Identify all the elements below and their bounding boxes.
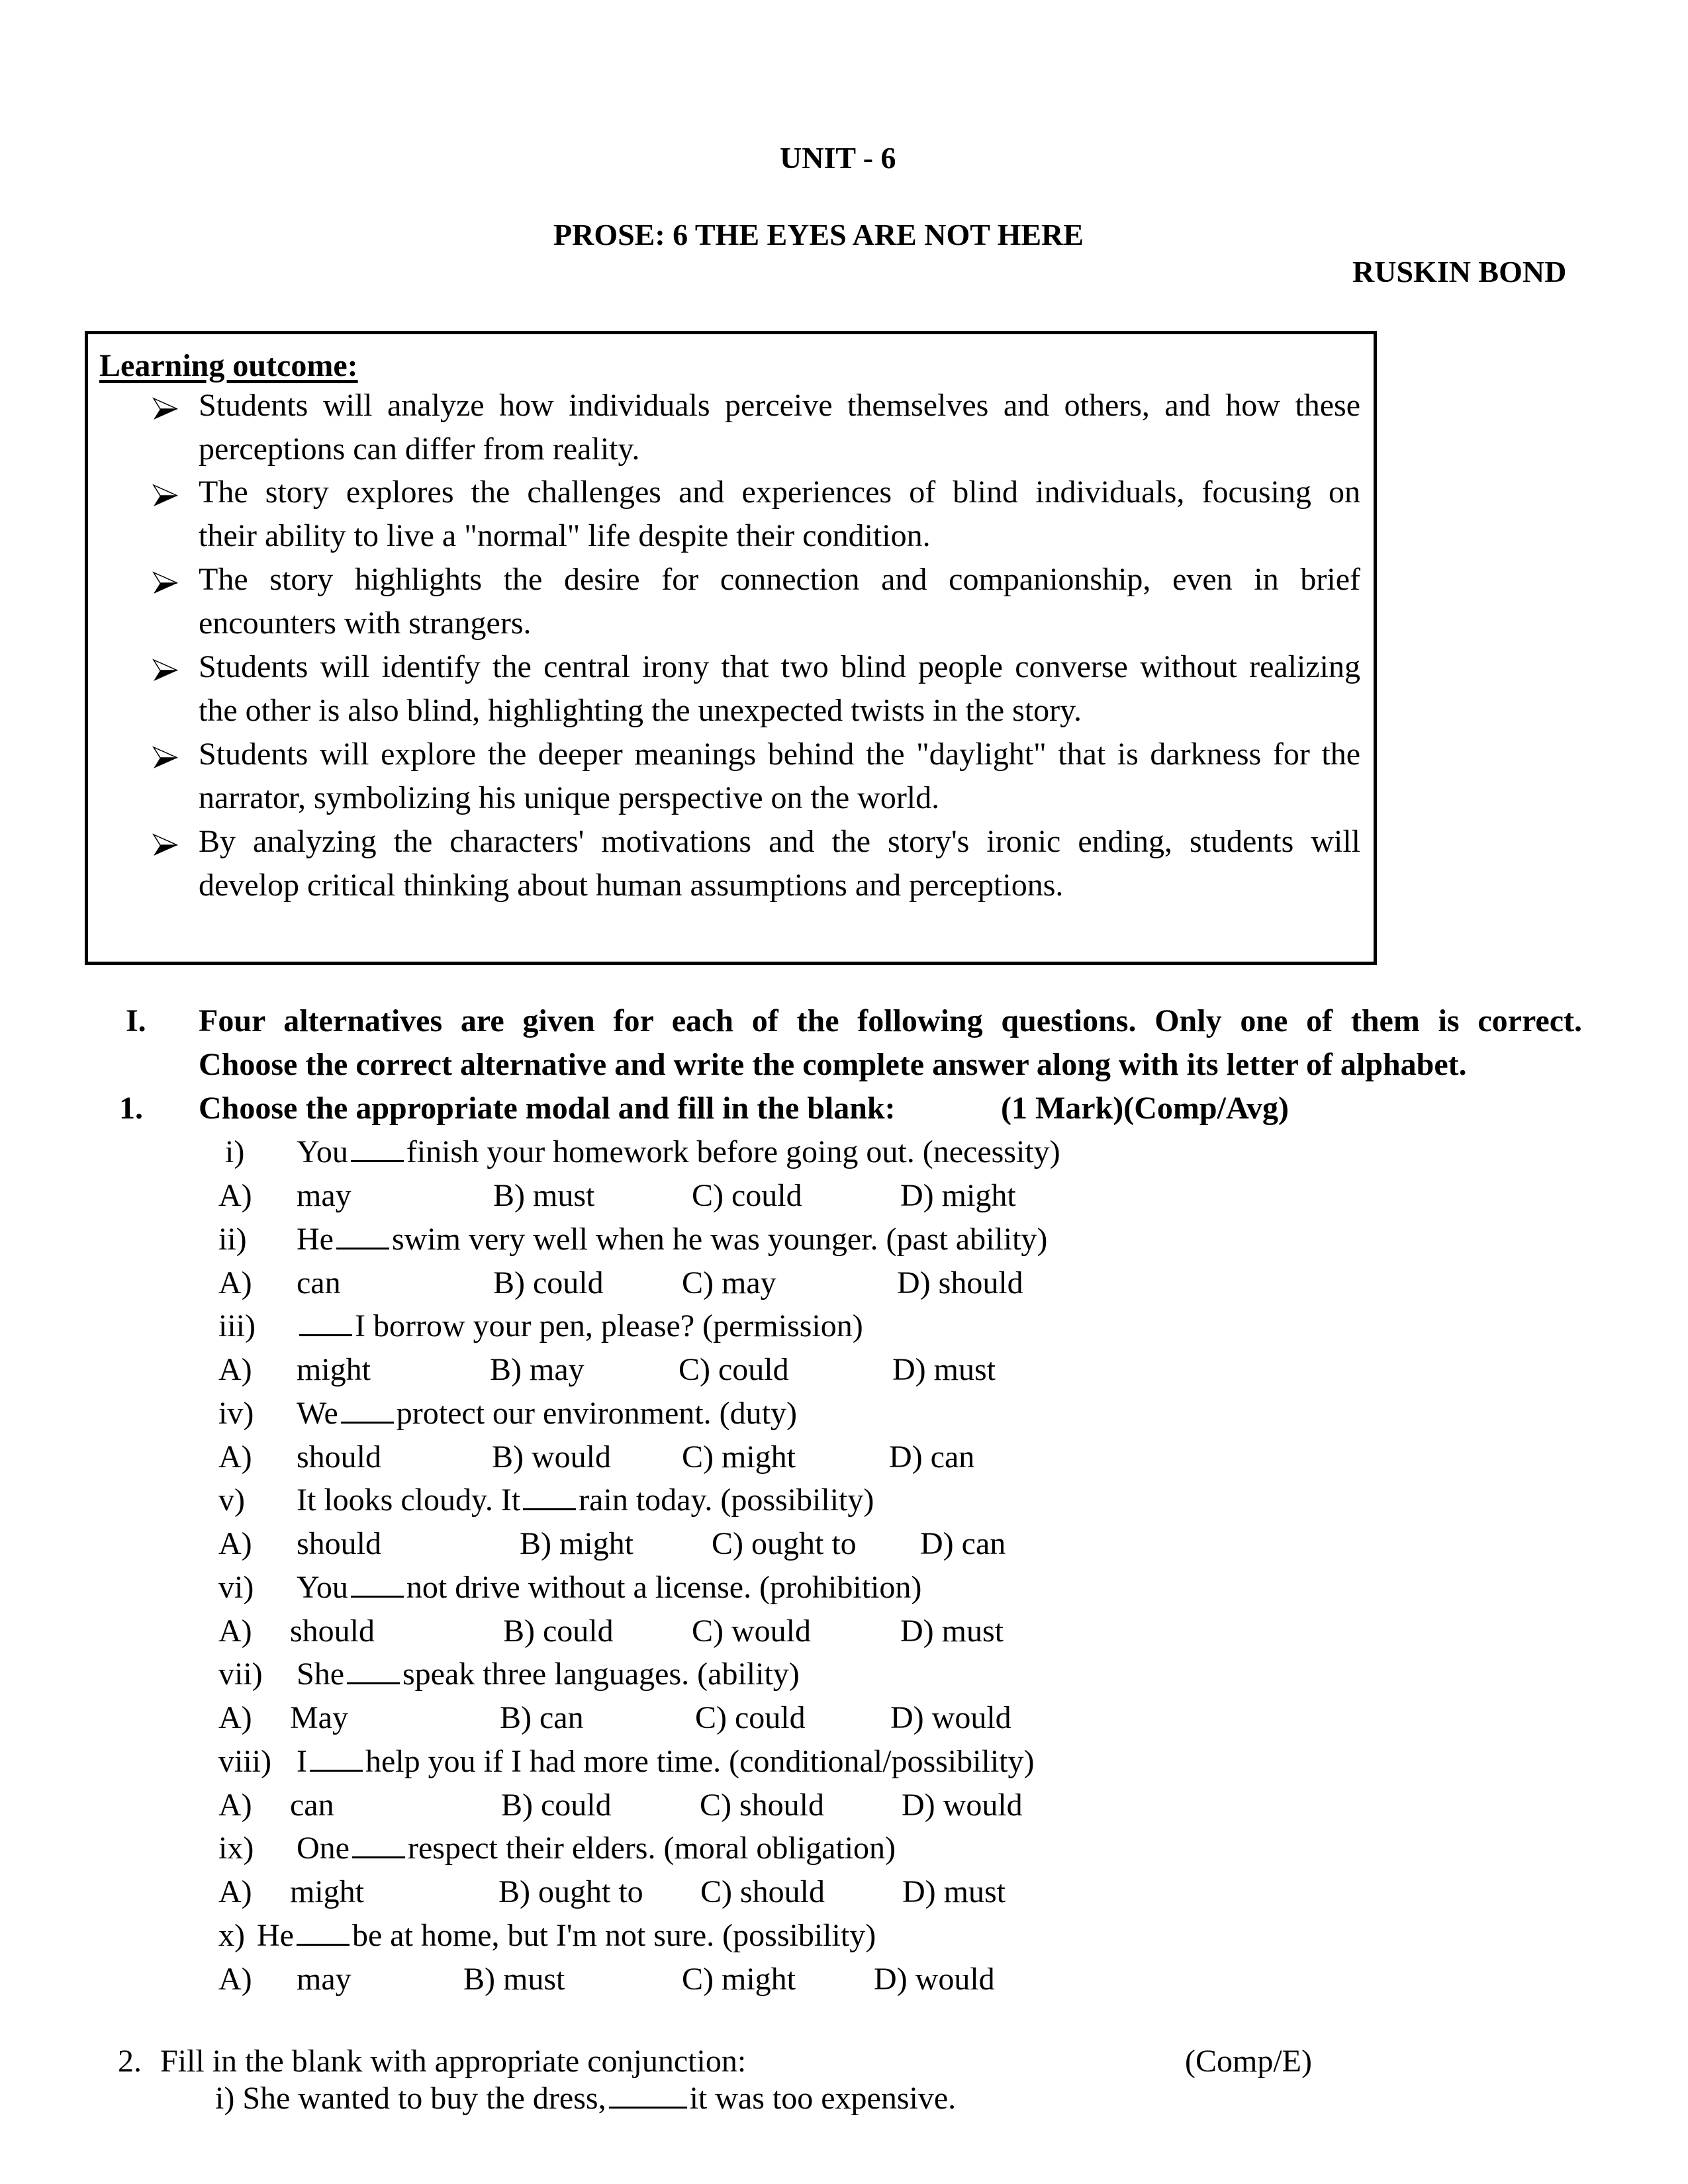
question-item-stem (218, 1830, 896, 1866)
option-a-label[interactable]: A) (218, 1700, 252, 1735)
option-b[interactable]: B) ought to (498, 1874, 643, 1909)
arrowhead-bullet-icon (152, 827, 179, 853)
option-a-label[interactable]: A) (218, 1874, 252, 1909)
option-c[interactable]: C) ought to (712, 1526, 857, 1561)
learning-outcome-line2: the other is also blind, highlighting the unexpected twists in the story. (199, 693, 1082, 728)
answer-blank[interactable] (336, 1221, 389, 1250)
option-b[interactable]: B) may (490, 1352, 585, 1387)
lesson-title: PROSE: 6 THE EYES ARE NOT HERE (553, 218, 1084, 251)
question-item-after: rain today. (possibility) (579, 1482, 874, 1518)
question-2-item-before: She wanted to buy the dress, (242, 2081, 606, 2116)
question-item-roman: iv) (218, 1396, 254, 1431)
question-item-stem (218, 1656, 800, 1692)
answer-blank[interactable] (523, 1482, 576, 1510)
learning-outcome-line1: By analyzing the characters' motivations and the story's ironic ending, students will (199, 824, 1360, 859)
question-2-prompt: Fill in the blank with appropriate conjunction: (160, 2044, 747, 2079)
section-number: I. (126, 1003, 146, 1038)
learning-outcome-line2: perceptions can differ from reality. (199, 432, 640, 467)
question-item-after: swim very well when he was younger. (past ability) (391, 1222, 1048, 1257)
question-item-before: He (257, 1918, 294, 1953)
question-item-roman: iii) (218, 1308, 256, 1343)
question-item-after: speak three languages. (ability) (402, 1657, 800, 1692)
question-item-roman: x) (218, 1918, 245, 1953)
option-a-label[interactable]: A) (218, 1439, 252, 1475)
section-instruction-line2: Choose the correct alternative and write the complete answer along with its letter of alphabet. (199, 1047, 1467, 1082)
answer-blank[interactable] (351, 1134, 404, 1162)
option-c[interactable]: C) could (695, 1700, 806, 1735)
option-c[interactable]: C) may (682, 1265, 776, 1300)
answer-blank[interactable] (609, 2080, 687, 2109)
question-item-after: respect their elders. (moral obligation) (407, 1831, 896, 1866)
option-c[interactable]: C) should (700, 1788, 825, 1823)
option-a-label[interactable]: A) (218, 1614, 252, 1649)
question-item-roman: v) (218, 1482, 245, 1518)
question-item-before: You (297, 1134, 348, 1169)
option-a-label[interactable]: A) (218, 1265, 252, 1300)
option-a[interactable]: might (297, 1352, 371, 1387)
answer-blank[interactable] (310, 1743, 363, 1772)
section-instruction-line1: Four alternatives are given for each of the following questions. Only one of them is correct. (199, 1003, 1582, 1038)
arrowhead-bullet-icon (152, 565, 179, 591)
question-item-before: One (297, 1831, 350, 1866)
option-a-label[interactable]: A) (218, 1526, 252, 1561)
question-item-roman: i) (225, 1134, 245, 1169)
learning-outcome-line2: narrator, symbolizing his unique perspective on the world. (199, 780, 940, 815)
question-item-after: finish your homework before going out. (necessity) (406, 1134, 1060, 1169)
option-d[interactable]: D) must (892, 1352, 996, 1387)
learning-outcome-line1: Students will analyze how individuals perceive themselves and others, and how these (199, 388, 1360, 423)
question-2-item-roman: i) (215, 2081, 235, 2116)
question-item-stem (218, 1917, 876, 1954)
learning-outcome-line2: encounters with strangers. (199, 606, 532, 641)
option-a-label[interactable]: A) (218, 1788, 252, 1823)
option-d[interactable]: D) would (902, 1788, 1023, 1823)
learning-outcome-line1: The story explores the challenges and experiences of blind individuals, focusing on (199, 475, 1360, 510)
option-b[interactable]: B) would (492, 1439, 611, 1475)
question-1-number: 1. (119, 1091, 143, 1126)
question-item-before: He (297, 1222, 334, 1257)
arrowhead-bullet-icon (152, 390, 179, 417)
option-a-label[interactable]: A) (218, 1352, 252, 1387)
option-d[interactable]: D) must (900, 1614, 1004, 1649)
option-c[interactable]: C) should (700, 1874, 825, 1909)
question-item-after: protect our environment. (duty) (396, 1396, 797, 1431)
unit-heading: UNIT - 6 (780, 141, 896, 175)
answer-blank[interactable] (297, 1917, 350, 1946)
option-d[interactable]: D) should (897, 1265, 1023, 1300)
question-2-item-after: it was too expensive. (689, 2081, 957, 2116)
option-a[interactable]: should (297, 1526, 382, 1561)
learning-outcome-line1: Students will identify the central irony that two blind people converse without realizing (199, 649, 1360, 684)
question-item-after: be at home, but I'm not sure. (possibility) (352, 1918, 876, 1953)
question-item-before: You (297, 1570, 348, 1605)
option-a-label[interactable]: A) (218, 1178, 252, 1213)
question-1-prompt: Choose the appropriate modal and fill in the blank: (199, 1091, 896, 1126)
option-b[interactable]: B) might (520, 1526, 634, 1561)
question-2-marks: (Comp/E) (1185, 2044, 1312, 2079)
question-item-stem (225, 1134, 1060, 1170)
question-item-roman: ii) (218, 1222, 247, 1257)
option-a[interactable]: can (290, 1788, 334, 1823)
question-item-roman: vi) (218, 1570, 254, 1605)
option-d[interactable]: D) can (920, 1526, 1006, 1561)
option-d[interactable]: D) must (902, 1874, 1006, 1909)
question-2-item (215, 2080, 956, 2116)
option-b[interactable]: B) could (503, 1614, 614, 1649)
question-item-roman: ix) (218, 1831, 254, 1866)
question-item-stem (218, 1395, 797, 1432)
question-item-after: not drive without a license. (prohibition) (406, 1570, 922, 1605)
answer-blank[interactable] (341, 1395, 394, 1424)
arrowhead-bullet-icon (152, 652, 179, 678)
answer-blank[interactable] (352, 1830, 405, 1858)
question-item-before: We (297, 1396, 338, 1431)
question-2-number: 2. (118, 2044, 142, 2079)
option-b[interactable]: B) can (500, 1700, 584, 1735)
question-item-roman: viii) (218, 1744, 271, 1779)
question-item-roman: vii) (218, 1657, 263, 1692)
question-item-stem (218, 1569, 922, 1606)
question-item-after: help you if I had more time. (conditional/possibility) (365, 1744, 1035, 1779)
option-d[interactable]: D) might (900, 1178, 1016, 1213)
option-a[interactable]: should (297, 1439, 382, 1475)
answer-blank[interactable] (351, 1569, 404, 1598)
option-a[interactable]: can (297, 1265, 341, 1300)
option-a[interactable]: may (297, 1962, 352, 1997)
question-item-before: She (297, 1657, 344, 1692)
arrowhead-bullet-icon (152, 477, 179, 504)
option-a[interactable]: might (290, 1874, 365, 1909)
question-item-stem (218, 1482, 874, 1518)
option-d[interactable]: D) would (890, 1700, 1011, 1735)
option-c[interactable]: C) might (682, 1439, 796, 1475)
learning-outcome-line1: The story highlights the desire for connection and companionship, even in brief (199, 562, 1360, 597)
answer-blank[interactable] (299, 1308, 352, 1336)
option-a[interactable]: may (297, 1178, 352, 1213)
question-item-stem (218, 1308, 863, 1344)
option-c[interactable]: C) would (692, 1614, 811, 1649)
arrowhead-bullet-icon (152, 739, 179, 766)
question-item-stem (218, 1221, 1048, 1257)
option-d[interactable]: D) would (874, 1962, 995, 1997)
learning-outcome-line1: Students will explore the deeper meanings behind the "daylight" that is darkness for the (199, 737, 1360, 772)
option-b[interactable]: B) could (493, 1265, 604, 1300)
learning-outcome-heading: Learning outcome: (99, 348, 358, 383)
question-item-before: I (297, 1744, 307, 1779)
option-a[interactable]: May (290, 1700, 348, 1735)
option-c[interactable]: C) could (679, 1352, 789, 1387)
option-b[interactable]: B) must (493, 1178, 595, 1213)
option-a[interactable]: should (290, 1614, 375, 1649)
option-c[interactable]: C) could (692, 1178, 802, 1213)
option-b[interactable]: B) must (463, 1962, 565, 1997)
answer-blank[interactable] (347, 1656, 400, 1684)
question-item-stem (218, 1743, 1035, 1780)
option-d[interactable]: D) can (889, 1439, 975, 1475)
option-c[interactable]: C) might (682, 1962, 796, 1997)
learning-outcome-line2: their ability to live a "normal" life despite their condition. (199, 518, 931, 553)
question-1-marks: (1 Mark)(Comp/Avg) (1001, 1091, 1289, 1126)
author-name: RUSKIN BOND (1352, 255, 1567, 289)
question-item-after: I borrow your pen, please? (permission) (355, 1308, 863, 1343)
learning-outcome-line2: develop critical thinking about human assumptions and perceptions. (199, 868, 1064, 903)
question-item-before: It looks cloudy. It (297, 1482, 521, 1518)
option-b[interactable]: B) could (501, 1788, 612, 1823)
option-a-label[interactable]: A) (218, 1962, 252, 1997)
